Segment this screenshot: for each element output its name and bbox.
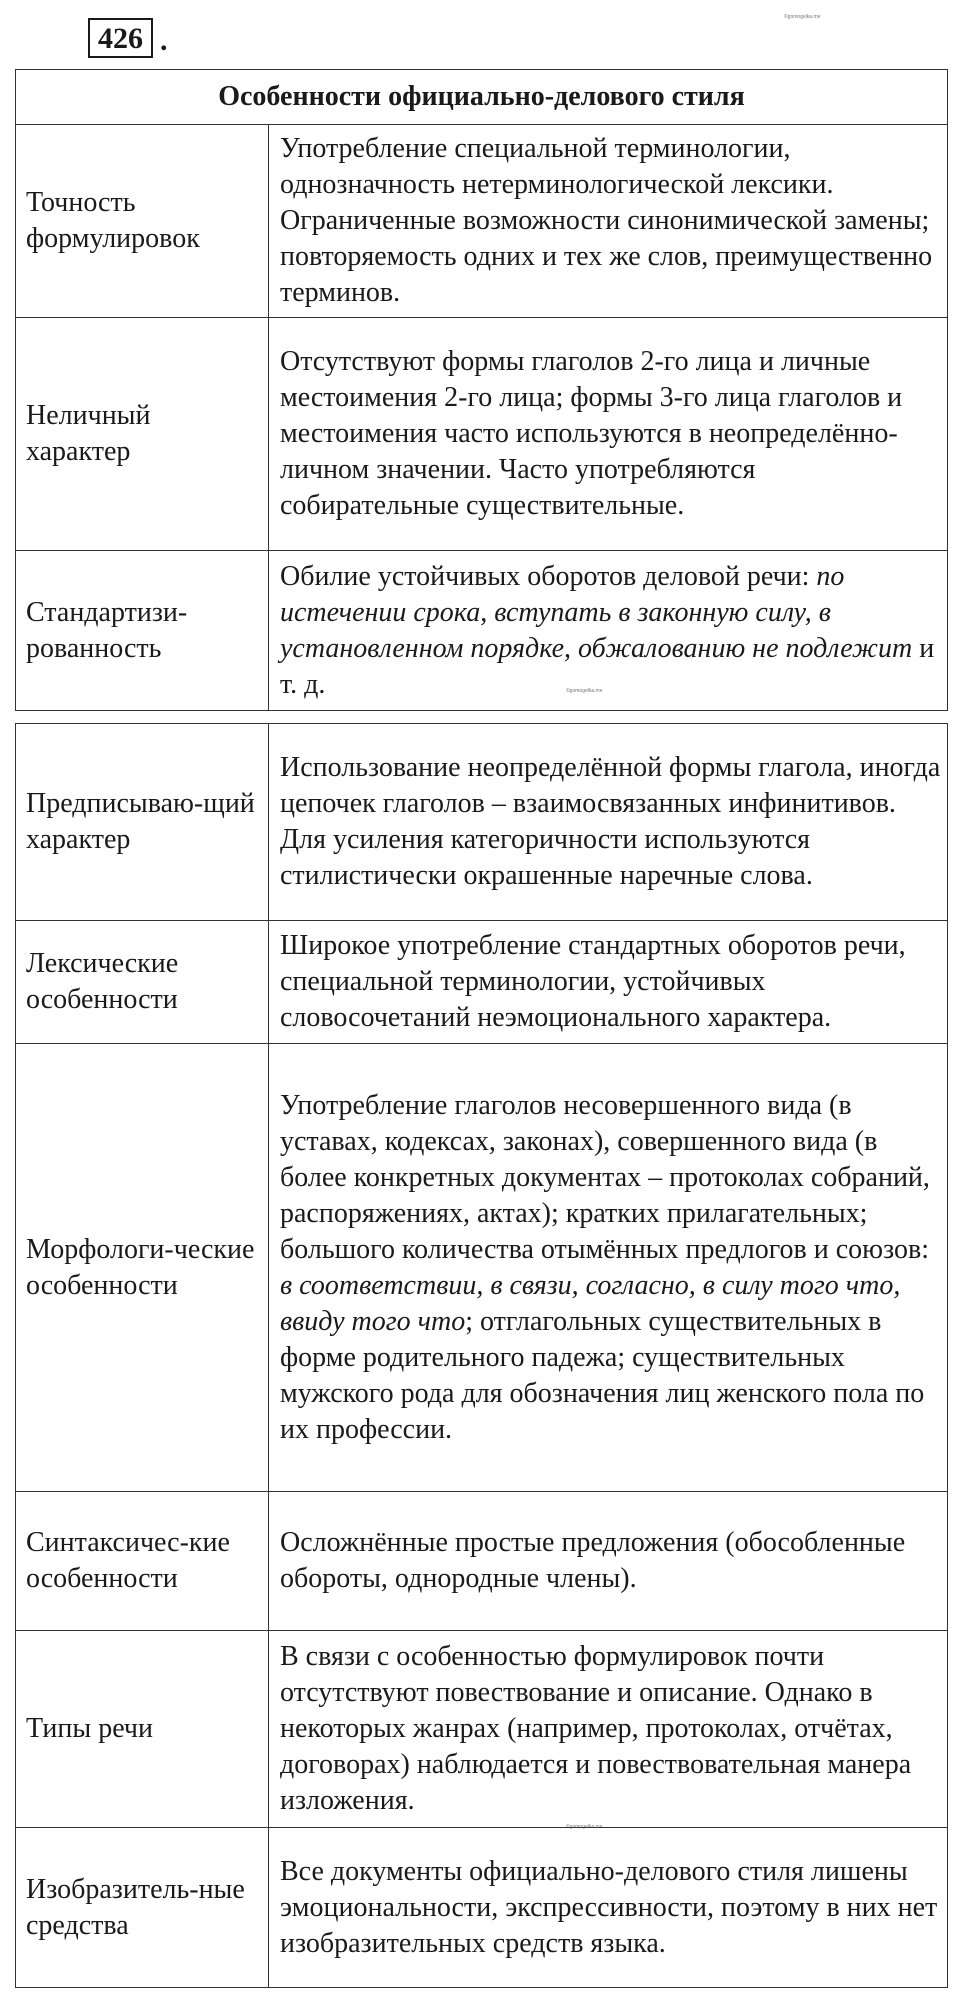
style-features-table-top (15, 69, 948, 711)
feature-description (269, 1044, 948, 1492)
feature-name: Неличный характер (16, 318, 269, 551)
table-row (16, 1828, 948, 1988)
table-row (16, 125, 948, 318)
style-features-table-bottom (15, 723, 948, 1988)
feature-name: Лексические особенности (16, 921, 269, 1044)
exercise-number: 426 (88, 18, 153, 58)
table-title: Особенности официально-делового стиля (16, 70, 948, 125)
feature-name: Стандартизи-рованность (16, 551, 269, 711)
table-row (16, 318, 948, 551)
table-row (16, 1492, 948, 1631)
feature-description: Осложнённые простые предложения (обособленные обороты, однородные члены). (269, 1492, 948, 1631)
feature-description: Широкое употребление стандартных оборотов речи, специальной терминологии, устойчивых словосочетаний неэмоционального характера. (269, 921, 948, 1044)
feature-description (269, 551, 948, 711)
table-row (16, 1631, 948, 1828)
feature-description: В связи с особенностью формулировок почти отсутствуют повествование и описание. Однако в некоторых жанрах (например, протоколах, отчётах, договорах) наблюдается и повествовательная манера изложения. (269, 1631, 948, 1828)
description-text-end: ; отглагольных существительных в форме родительного падежа; существительных мужского рода для обозначения лиц женского пола по их профессии. (280, 1305, 925, 1445)
watermark-bottom: ©gomogelka.me (566, 1824, 603, 1830)
description-examples-italic: в соответствии, в связи, согласно, в силу того что, ввиду того что (280, 1269, 901, 1337)
description-text: Обилие устойчивых оборотов деловой речи: (280, 560, 817, 592)
table-row (16, 921, 948, 1044)
table-title-row (16, 70, 948, 125)
exercise-number-dot: . (160, 24, 168, 57)
table-row (16, 1044, 948, 1492)
watermark-top: ©gomogelka.me (784, 14, 821, 20)
feature-name: Изобразитель-ные средства (16, 1828, 269, 1988)
watermark-middle: ©gomogelka.me (566, 688, 603, 694)
table-row (16, 551, 948, 711)
table-row (16, 724, 948, 921)
feature-name: Морфологи-ческие особенности (16, 1044, 269, 1492)
description-examples-italic: по истечении срока, вступать в законную силу, в установленном порядке, обжалованию не подлежит (280, 560, 913, 664)
feature-description: Отсутствуют формы глаголов 2-го лица и личные местоимения 2-го лица; формы 3-го лица глаголов и местоимения часто используются в неопределённо-личном значении. Часто употребляются собирательные существительные. (269, 318, 948, 551)
feature-name: Типы речи (16, 1631, 269, 1828)
description-text-end: и т. д. (280, 632, 935, 700)
feature-name: Точность формулировок (16, 125, 269, 318)
feature-description: Использование неопределённой формы глагола, иногда цепочек глаголов – взаимосвязанных инфинитивов. Для усиления категоричности используются стилистически окрашенные наречные слова. (269, 724, 948, 921)
description-text: Употребление глаголов несовершенного вида (в уставах, кодексах, законах), совершенного вида (в более конкретных документах – протоколах собраний, распоряжениях, актах); кратких прилагательных; большого количества отымённых предлогов и союзов: (280, 1089, 930, 1265)
feature-description: Все документы официально-делового стиля лишены эмоциональности, экспрессивности, поэтому в них нет изобразительных средств языка. (269, 1828, 948, 1988)
feature-description: Употребление специальной терминологии, однозначность нетерминологической лексики. Ограниченные возможности синонимической замены; повторяемость одних и тех же слов, преимущественно терминов. (269, 125, 948, 318)
feature-name: Предписываю-щий характер (16, 724, 269, 921)
feature-name: Синтаксичес-кие особенности (16, 1492, 269, 1631)
